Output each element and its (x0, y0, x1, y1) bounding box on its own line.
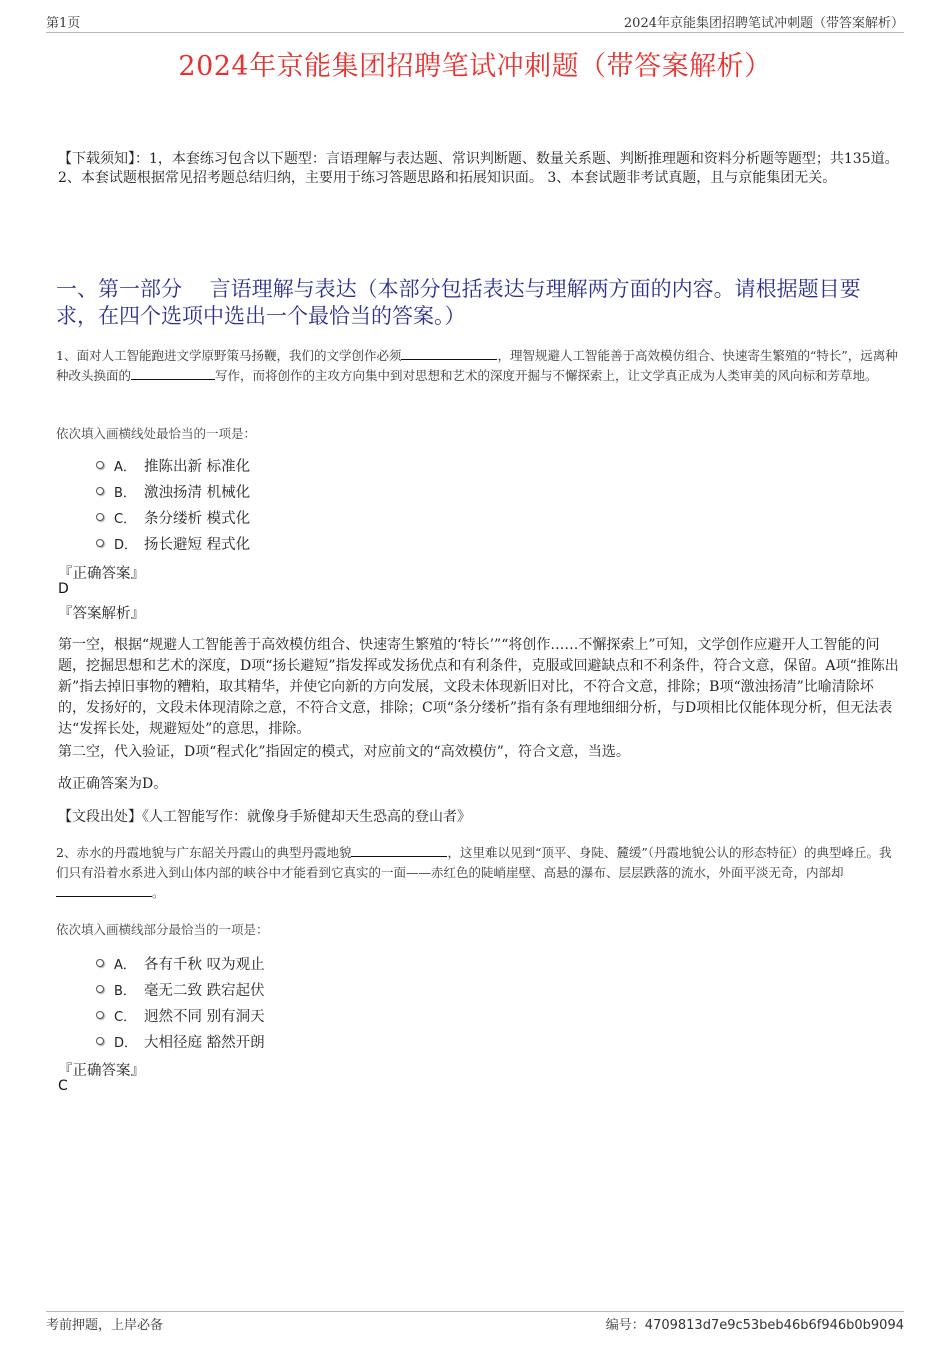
footer-code-value: 4709813d7e9c53beb46b6f946b0b9094 (644, 1318, 904, 1333)
question-1-text-c: 写作，而将创作的主攻方向集中到对思想和艺术的深度开掘与不懈探索上，让文学真正成为人类审美的风向标和芳草地。 (215, 368, 878, 383)
radio-icon[interactable] (96, 487, 104, 495)
question-2-blank-2 (56, 884, 152, 897)
question-2-option-c[interactable]: C． 迥然不同 别有洞天 (96, 1002, 265, 1028)
footer-code-prefix: 编号： (605, 1318, 645, 1333)
radio-icon[interactable] (96, 1037, 104, 1045)
question-1-answer-label: 『正确答案』 (58, 566, 145, 582)
question-2-text-b: ，这里难以见到“顶平、身陡、麓缓”（丹霞地貌公认的形态特征）的典型峰丘。我们只有沿着水系进入到山体内部的峡谷中才能看到它真实的一面——赤红色的陡峭崖壁、高悬的瀑布、层层跌落的流水，外面平淡无奇，内部却 (56, 845, 892, 880)
radio-icon[interactable] (96, 539, 104, 547)
question-1-text-b: ，理智规避人工智能善于高效模仿组合、快速寄生繁殖的“特长”，远离种种改头换面的 (56, 348, 898, 383)
question-1-option-c[interactable]: C． 条分缕析 模式化 (96, 504, 250, 530)
footer-slogan: 考前押题，上岸必备 (46, 1318, 164, 1333)
question-2-answer-label: 『正确答案』 (58, 1063, 145, 1079)
question-1-text (56, 346, 902, 386)
question-1-instruction: 依次填入画横线处最恰当的一项是： (56, 426, 257, 441)
question-1-analysis-p2: 第二空，代入验证，D项“程式化”指固定的模式，对应前文的“高效模仿”，符合文意，当选。 (58, 744, 630, 760)
download-notice: 【下载须知】：1，本套练习包含以下题型：言语理解与表达题、常识判断题、数量关系题、判断推理题和资料分析题等题型；共135道。 2、本套试题根据常见招考题总结归纳，主要用于练习答题思路和拓展知识面。 3、本套试题非考试真题，且与京能集团无关。 (58, 151, 899, 186)
radio-icon[interactable] (96, 959, 104, 967)
footer-divider (46, 1311, 904, 1312)
question-2-blank-1 (351, 844, 447, 857)
question-2-instruction: 依次填入画横线部分最恰当的一项是： (56, 922, 269, 937)
question-1-blank-2 (131, 367, 215, 380)
footer-code (606, 1314, 904, 1333)
question-1-option-b[interactable]: B． 激浊扬清 机械化 (96, 478, 250, 504)
header-doc-title: 2024年京能集团招聘笔试冲刺题（带答案解析） (623, 16, 904, 31)
header-divider (46, 32, 904, 33)
question-2-answer: C (58, 1078, 68, 1094)
radio-icon[interactable] (96, 513, 104, 521)
question-1-analysis-p3: 故正确答案为D。 (58, 776, 168, 792)
question-1-blank-1 (401, 347, 497, 360)
question-1-source: 【文段出处】《人工智能写作：就像身手矫健却天生恐高的登山者》 (58, 809, 471, 825)
radio-icon[interactable] (96, 1011, 104, 1019)
radio-icon[interactable] (96, 461, 104, 469)
question-2-options (96, 950, 265, 1054)
question-2-text (56, 843, 902, 903)
radio-icon[interactable] (96, 985, 104, 993)
question-1-analysis-label: 『答案解析』 (58, 606, 145, 622)
question-2-option-a[interactable]: A． 各有千秋 叹为观止 (96, 950, 265, 976)
header-page-label: 第1页 (46, 16, 81, 31)
question-2-option-b[interactable]: B． 毫无二致 跌宕起伏 (96, 976, 265, 1002)
page-title: 2024年京能集团招聘笔试冲刺题（带答案解析） (178, 51, 772, 82)
question-1-text-a: 1、面对人工智能跑进文学原野策马扬鞭，我们的文学创作必须 (56, 348, 402, 363)
question-1-options (96, 452, 250, 556)
question-1-answer: D (58, 581, 69, 597)
section-title: 一、第一部分 言语理解与表达（本部分包括表达与理解两方面的内容。请根据题目要求，在四个选项中选出一个最恰当的答案。） (56, 277, 861, 328)
question-1-option-d[interactable]: D． 扬长避短 程式化 (96, 530, 250, 556)
question-2-text-a: 2、赤水的丹霞地貌与广东韶关丹霞山的典型丹霞地貌 (56, 845, 352, 860)
question-1-option-a[interactable]: A． 推陈出新 标准化 (96, 452, 250, 478)
question-1-analysis-p1: 第一空，根据“规避人工智能善于高效模仿组合、快速寄生繁殖的‘特长’”“将创作……不懈探索上”可知，文学创作应避开人工智能的问题，挖掘思想和艺术的深度，D项“扬长避短”指发挥或发扬优点和有利条件，克服或回避缺点和不利条件，符合文意，保留。A项“推陈出新”指去掉旧事物的糟粕，取其精华，并使它向新的方向发展，文段未体现新旧对比，不符合文意，排除；B项“激浊扬清”比喻清除坏的，发扬好的，文段未体现清除之意，不符合文意，排除；C项“条分缕析”指有条有理地细细分析，与D项相比仅能体现分析，但无法表达“发挥长处，规避短处”的意思，排除。 (58, 637, 899, 737)
question-2-option-d[interactable]: D． 大相径庭 豁然开朗 (96, 1028, 265, 1054)
question-2-text-c: 。 (152, 885, 165, 900)
